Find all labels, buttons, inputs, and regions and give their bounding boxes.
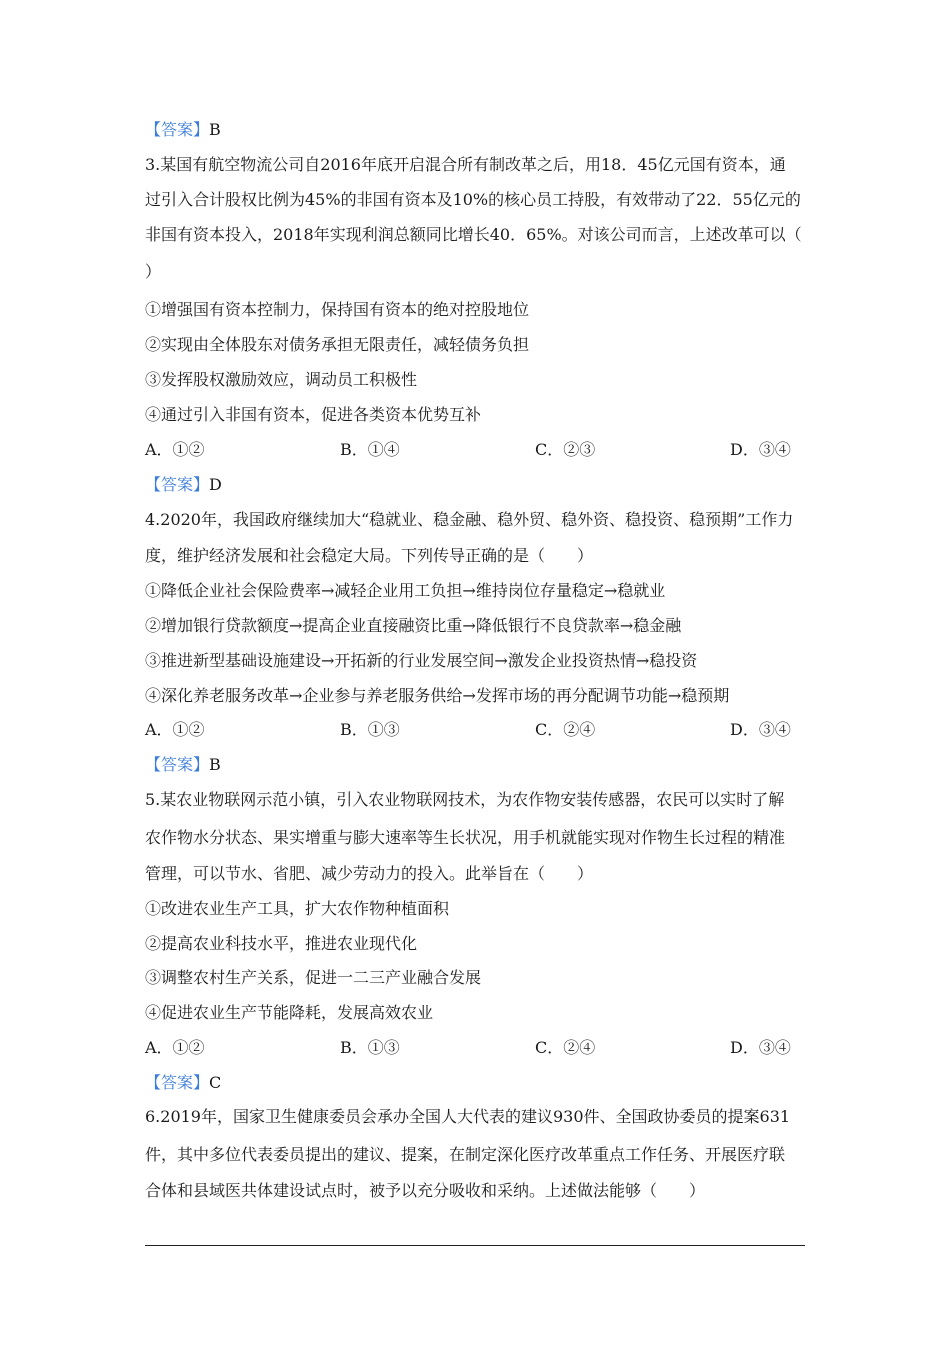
answer-line bbox=[145, 120, 221, 140]
answer-line bbox=[145, 1073, 221, 1093]
answer-value: C bbox=[209, 1073, 222, 1092]
question-5-option-b: B．①③ bbox=[340, 1038, 400, 1057]
question-4-item-3: ③推进新型基础设施建设→开拓新的行业发展空间→激发企业投资热情→稳投资 bbox=[145, 651, 698, 670]
answer-label: 【答案】 bbox=[145, 475, 210, 494]
answer-value: B bbox=[209, 755, 221, 774]
question-4-option-a: A．①② bbox=[145, 720, 205, 739]
question-4-option-d: D．③④ bbox=[730, 720, 791, 739]
answer-label: 【答案】 bbox=[145, 120, 210, 139]
answer-line bbox=[145, 755, 221, 775]
question-6-line-3: 合体和县域医共体建设试点时，被予以充分吸收和采纳。上述做法能够（ ） bbox=[145, 1181, 706, 1200]
question-4-item-4: ④深化养老服务改革→企业参与养老服务供给→发挥市场的再分配调节功能→稳预期 bbox=[145, 686, 730, 705]
question-4-option-b: B．①③ bbox=[340, 720, 400, 739]
question-6-line-1: 6.2019年，国家卫生健康委员会承办全国人大代表的建议930件、全国政协委员的提案631 bbox=[145, 1107, 791, 1126]
question-4-line-2: 度，维护经济发展和社会稳定大局。下列传导正确的是（ ） bbox=[145, 546, 594, 565]
footer-rule bbox=[145, 1245, 805, 1246]
question-3-option-a: A．①② bbox=[145, 440, 205, 459]
question-3-line-3: 非国有资本投入，2018年实现利润总额同比增长40．65%。对该公司而言，上述改革可以（ bbox=[145, 225, 802, 244]
answer-value: B bbox=[209, 120, 221, 139]
question-5-item-4: ④促进农业生产节能降耗，发展高效农业 bbox=[145, 1003, 434, 1022]
question-3-line-1: 3.某国有航空物流公司自2016年底开启混合所有制改革之后，用18．45亿元国有资本，通 bbox=[145, 155, 786, 174]
question-5-option-d: D．③④ bbox=[730, 1038, 791, 1057]
question-4-item-1: ①降低企业社会保险费率→减轻企业用工负担→维持岗位存量稳定→稳就业 bbox=[145, 581, 666, 600]
question-5-line-2: 农作物水分状态、果实增重与膨大速率等生长状况，用手机就能实现对作物生长过程的精准 bbox=[145, 828, 786, 847]
question-5-item-3: ③调整农村生产关系，促进一二三产业融合发展 bbox=[145, 968, 482, 987]
question-3-item-4: ④通过引入非国有资本，促进各类资本优势互补 bbox=[145, 405, 482, 424]
answer-label: 【答案】 bbox=[145, 1073, 210, 1092]
question-3-line-2: 过引入合计股权比例为45%的非国有资本及10%的核心员工持股，有效带动了22．55亿元的 bbox=[145, 190, 801, 209]
answer-label: 【答案】 bbox=[145, 755, 210, 774]
question-5-item-2: ②提高农业科技水平，推进农业现代化 bbox=[145, 934, 418, 953]
question-5-item-1: ①改进农业生产工具，扩大农作物种植面积 bbox=[145, 899, 450, 918]
question-3-item-3: ③发挥股权激励效应，调动员工积极性 bbox=[145, 370, 418, 389]
question-3-item-1: ①增强国有资本控制力，保持国有资本的绝对控股地位 bbox=[145, 300, 530, 319]
question-5-option-c: C．②④ bbox=[535, 1038, 596, 1057]
question-3-item-2: ②实现由全体股东对债务承担无限责任，减轻债务负担 bbox=[145, 335, 530, 354]
question-3-line-4: ） bbox=[145, 262, 162, 281]
question-5-line-1: 5.某农业物联网示范小镇，引入农业物联网技术，为农作物安装传感器，农民可以实时了解 bbox=[145, 790, 785, 809]
answer-value: D bbox=[209, 475, 222, 494]
question-4-option-c: C．②④ bbox=[535, 720, 596, 739]
question-3-option-d: D．③④ bbox=[730, 440, 791, 459]
question-3-option-b: B．①④ bbox=[340, 440, 400, 459]
question-4-line-1: 4.2020年，我国政府继续加大“稳就业、稳金融、稳外贸、稳外资、稳投资、稳预期”工作力 bbox=[145, 510, 794, 529]
question-3-option-c: C．②③ bbox=[535, 440, 596, 459]
question-6-line-2: 件，其中多位代表委员提出的建议、提案，在制定深化医疗改革重点工作任务、开展医疗联 bbox=[145, 1145, 786, 1164]
answer-line bbox=[145, 475, 222, 495]
question-5-option-a: A．①② bbox=[145, 1038, 205, 1057]
question-4-item-2: ②增加银行贷款额度→提高企业直接融资比重→降低银行不良贷款率→稳金融 bbox=[145, 616, 682, 635]
question-5-line-3: 管理，可以节水、省肥、减少劳动力的投入。此举旨在（ ） bbox=[145, 864, 594, 883]
